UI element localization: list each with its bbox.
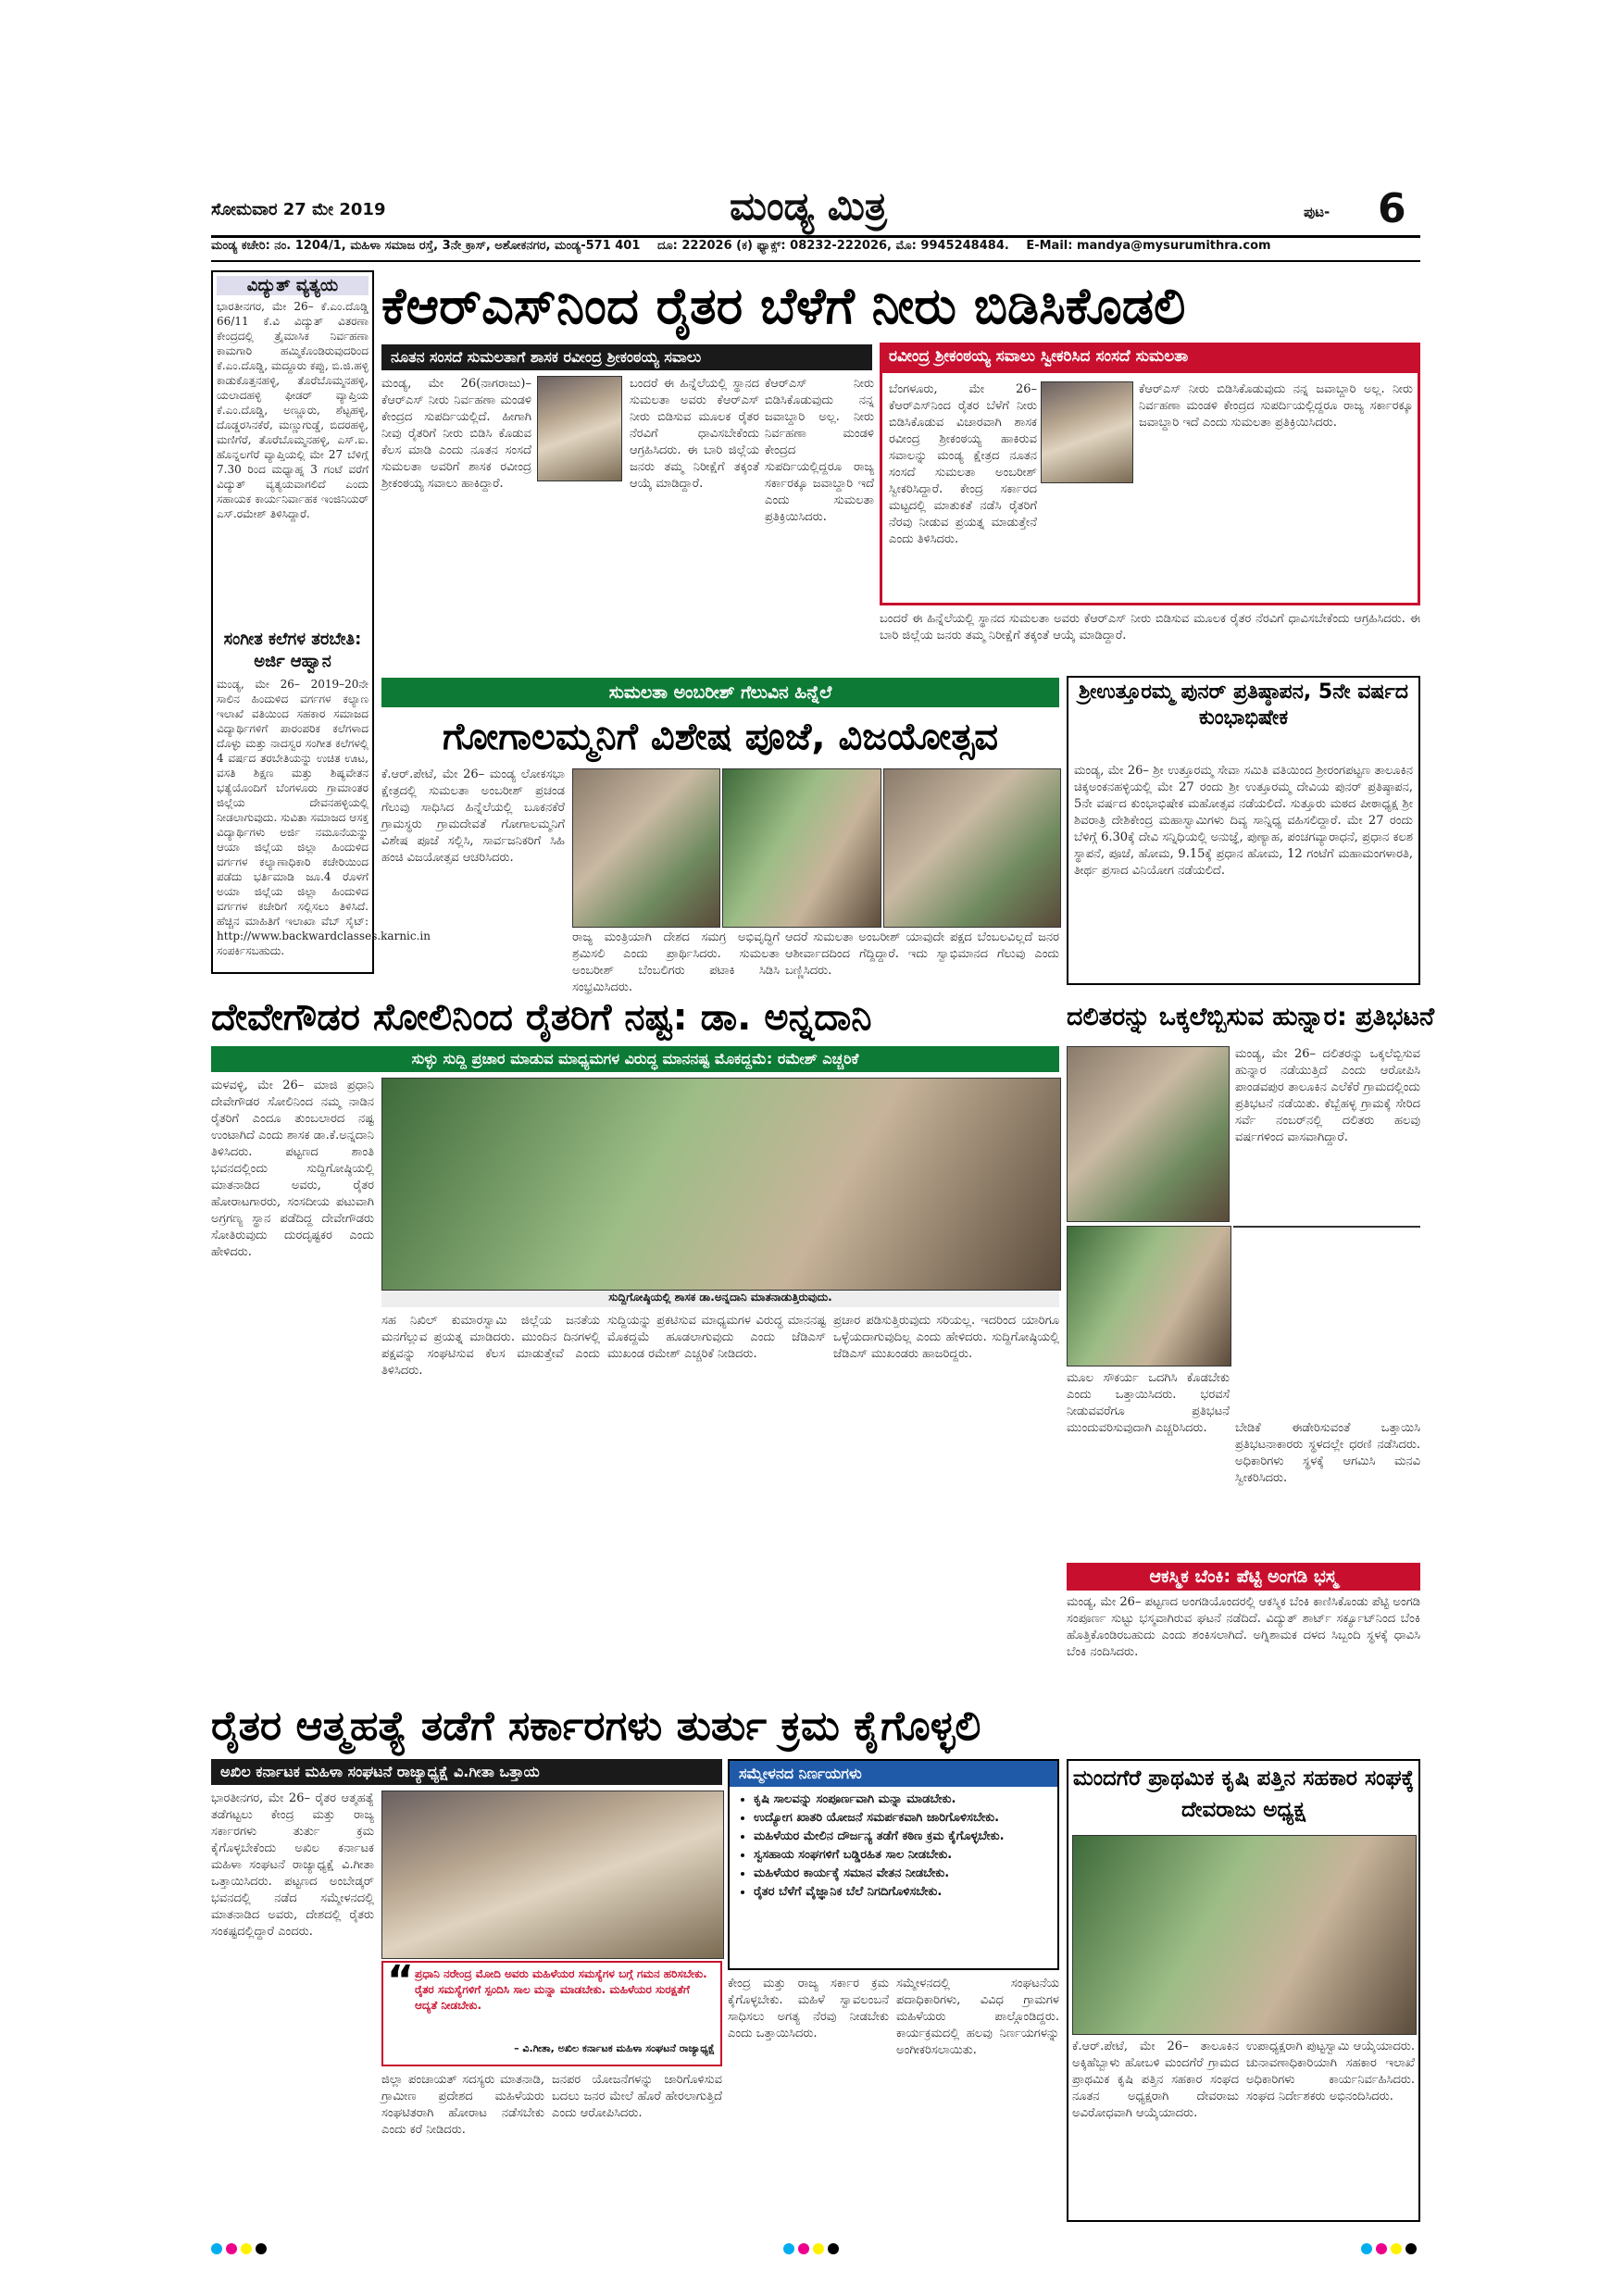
photo-women-conference [381, 1791, 724, 1959]
brief-title-power-cut: ವಿದ್ಯುತ್ ವ್ಯತ್ಯಯ [217, 276, 369, 295]
devegowda-kicker: ಸುಳ್ಳು ಸುದ್ದಿ ಪ್ರಚಾರ ಮಾಡುವ ಮಾಧ್ಯಮಗಳ ವಿರುದ್ಧ ಮಾನನಷ್ಟ ಮೊಕದ್ದಮೆ: ರಮೇಶ್ ಎಚ್ಚರಿಕೆ [211, 1046, 1059, 1072]
devegowda-text-col3: ಸುದ್ದಿಯನ್ನು ಪ್ರಕಟಿಸುವ ಮಾಧ್ಯಮಗಳ ವಿರುದ್ಧ ಮಾನನಷ್ಟ ಮೊಕದ್ದಮೆ ಹೂಡಲಾಗುವುದು ಎಂದು ಜೆಡಿಎಸ್ ಮುಖಂಡ ರಮೇಶ್ ಎಚ್ಚರಿಕೆ ನೀಡಿದರು. [607, 1314, 826, 1361]
dalitha-text-col2: ಮೂಲ ಸೌಕರ್ಯ ಒದಗಿಸಿ ಕೊಡಬೇಕು ಎಂದು ಒತ್ತಾಯಿಸಿದರು. ಭರವಸೆ ನೀಡುವವರೆಗೂ ಪ್ರತಿಭಟನೆ ಮುಂದುವರಿಸುವುದಾಗಿ ಎಚ್ಚರಿಸಿದರು. [1067, 1371, 1230, 1435]
suicide-headline: ರೈತರ ಆತ್ಮಹತ್ಯೆ ತಡೆಗೆ ಸರ್ಕಾರಗಳು ತುರ್ತು ಕ್ರಮ ಕೈಗೊಳ್ಳಲಿ [211, 1703, 981, 1750]
registration-dot [783, 2243, 794, 2254]
issue-date: ಸೋಮವಾರ 27 ಮೇ 2019 [211, 200, 386, 219]
quote-attribution: – ವಿ.ಗೀತಾ, ಅಖಿಲ ಕರ್ನಾಟಕ ಮಹಿಳಾ ಸಂಘಟನೆ ರಾಜ್ಯಾಧ್ಯಕ್ಷೆ [514, 2042, 715, 2054]
cooperative-headline: ಮಂದಗೆರೆ ಪ್ರಾಥಮಿಕ ಕೃಷಿ ಪತ್ತಿನ ಸಹಕಾರ ಸಂಘಕ್ಕೆ ದೇವರಾಜು ಅಧ್ಯಕ್ಷ [1072, 1766, 1415, 1822]
resolution-item: • ರೈತರ ಬೆಳೆಗೆ ವೈಜ್ಞಾನಿಕ ಬೆಲೆ ನಿಗದಿಗೊಳಿಸಬೇಕು. [754, 1883, 1068, 1902]
gogalamma-headline: ಗೋಗಾಲಮ್ಮನಿಗೆ ವಿಶೇಷ ಪೂಜೆ, ವಿಜಯೋತ್ಸವ [442, 716, 999, 758]
lead-subheadline-left: ನೂತನ ಸಂಸದೆ ಸುಮಲತಾಗೆ ಶಾಸಕ ರವೀಂದ್ರ ಶ್ರೀಕಂಠಯ್ಯ ಸವಾಲು [381, 344, 872, 370]
suicide-text-col1: ಭಾರತೀನಗರ, ಮೇ 26– ರೈತರ ಆತ್ಮಹತ್ಯೆ ತಡೆಗಟ್ಟಲು ಕೇಂದ್ರ ಮತ್ತು ರಾಜ್ಯ ಸರ್ಕಾರಗಳು ತುರ್ತು ಕ್ರಮ ಕೈಗೊಳ್ಳಬೇಕೆಂದು ಅಖಿಲ ಕರ್ನಾಟಕ ಮಹಿಳಾ ಸಂಘಟನೆ ರಾಜ್ಯಾಧ್ಯಕ್ಷೆ ವಿ.ಗೀತಾ ಒತ್ತಾಯಿಸಿದರು. ಪಟ್ಟಣದ ಅಂಬೇಡ್ಕರ್ ಭವನದಲ್ಲಿ ನಡೆದ ಸಮ್ಮೇಳನದಲ್ಲಿ ಮಾತನಾಡಿದ ಅವರು, ದೇಶದಲ್ಲಿ ರೈತರು ಸಂಕಷ್ಟದಲ್ಲಿದ್ದಾರೆ ಎಂದರು. [211, 1791, 374, 1939]
quote-box [381, 1957, 722, 2066]
devegowda-text-col1: ಮಳವಳ್ಳಿ, ಮೇ 26– ಮಾಜಿ ಪ್ರಧಾನಿ ದೇವೇಗೌಡರ ಸೋಲಿನಿಂದ ನಮ್ಮ ನಾಡಿನ ರೈತರಿಗೆ ಎಂದೂ ತುಂಬಲಾರದ ನಷ್ಟ ಉಂಟಾಗಿದೆ ಎಂದು ಶಾಸಕ ಡಾ.ಕೆ.ಅನ್ನದಾನಿ ತಿಳಿಸಿದರು. ಪಟ್ಟಣದ ಶಾಂತಿ ಭವನದಲ್ಲಿಂದು ಸುದ್ದಿಗೋಷ್ಠಿಯಲ್ಲಿ ಮಾತನಾಡಿದ ಅವರು, ರೈತರ ಹೋರಾಟಗಾರರು, ಸಂಸದೀಯ ಪಟುವಾಗಿ ಅಗ್ರಗಣ್ಯ ಸ್ಥಾನ ಪಡೆದಿದ್ದ ದೇವೇಗೌಡರು ಸೋತಿರುವುದು ದುರದೃಷ್ಟಕರ ಎಂದು ಹೇಳಿದರು. [211, 1079, 374, 1259]
masthead [211, 183, 1420, 235]
photo-press-meet [381, 1078, 1061, 1291]
office-email: E-Mail: mandya@mysurumithra.com [1026, 239, 1271, 253]
registration-marks-left [211, 2240, 270, 2258]
photo-protest-2 [1067, 1226, 1231, 1366]
registration-dot [1361, 2243, 1372, 2254]
utturamma-headline: ಶ್ರೀಉತ್ತೂರಮ್ಮ ಪುನರ್ ಪ್ರತಿಷ್ಠಾಪನ, 5ನೇ ವರ್ಷದ ಕುಂಭಾಭಿಷೇಕ [1079, 680, 1408, 730]
dalitha-text-col3: ಬೇಡಿಕೆ ಈಡೇರಿಸುವಂತೆ ಒತ್ತಾಯಿಸಿ ಪ್ರತಿಭಟನಾಕಾರರು ಸ್ಥಳದಲ್ಲೇ ಧರಣಿ ನಡೆಸಿದರು. ಅಧಿಕಾರಿಗಳು ಸ್ಥಳಕ್ಕೆ ಆಗಮಿಸಿ ಮನವಿ ಸ್ವೀಕರಿಸಿದರು. [1235, 1421, 1420, 1485]
masthead-rule [211, 235, 1420, 238]
resolution-item: • ಸ್ವಸಹಾಯ ಸಂಘಗಳಿಗೆ ಬಡ್ಡಿರಹಿತ ಸಾಲ ನೀಡಬೇಕು. [754, 1846, 1068, 1865]
registration-marks-center [783, 2240, 843, 2258]
photo-protest-1 [1067, 1046, 1230, 1222]
resolution-item: • ಉದ್ಯೋಗ ಖಾತರಿ ಯೋಜನೆ ಸಮರ್ಪಕವಾಗಿ ಜಾರಿಗೊಳಿಸಬೇಕು. [754, 1809, 1068, 1828]
cooperative-text-col2: ಉಪಾಧ್ಯಕ್ಷರಾಗಿ ಪುಟ್ಟಸ್ವಾಮಿ ಆಯ್ಕೆಯಾದರು. ಚುನಾವಣಾಧಿಕಾರಿಯಾಗಿ ಸಹಕಾರ ಇಲಾಖೆ ಅಧಿಕಾರಿಗಳು ಕಾರ್ಯನಿರ್ವಹಿಸಿದರು. ಸಂಘದ ನಿರ್ದೇಶಕರು ಅಭಿನಂದಿಸಿದರು. [1246, 2040, 1415, 2103]
paper-title: ಮಂಡ್ಯ ಮಿತ್ರ [730, 183, 887, 229]
dalitha-headline: ದಲಿತರನ್ನು ಒಕ್ಕಲೆಬ್ಬಿಸುವ ಹುನ್ನಾರ: ಪ್ರತಿಭಟನೆ [1067, 1003, 1435, 1031]
photo-temple-pooja-2 [722, 768, 881, 928]
registration-dot [226, 2243, 237, 2254]
registration-dot [256, 2243, 267, 2254]
lead-text-col2: ಬಂದರೆ ಈ ಹಿನ್ನೆಲೆಯಲ್ಲಿ ಸ್ಥಾನದ ಸುಮಲತಾ ಅವರು ಕೆಆರ್‌ಎಸ್ ನೀರು ಬಿಡಿಸುವ ಮೂಲಕ ರೈತರ ನೆರವಿಗೆ ಧಾವಿಸಬೇಕೆಂದು ಆಗ್ರಹಿಸಿದರು. ಈ ಬಾರಿ ಜಿಲ್ಲೆಯ ಜನರು ತಮ್ಮ ನಿರೀಕ್ಷೆಗೆ ತಕ್ಕಂತೆ ಆಯ್ಕೆ ಮಾಡಿದ್ದಾರೆ. [630, 377, 759, 491]
page-label: ಪುಟ- [1304, 204, 1330, 220]
fire-text: ಮಂಡ್ಯ, ಮೇ 26– ಪಟ್ಟಣದ ಅಂಗಡಿಯೊಂದರಲ್ಲಿ ಆಕಸ್ಮಿಕ ಬೆಂಕಿ ಕಾಣಿಸಿಕೊಂಡು ಪೆಟ್ಟಿ ಅಂಗಡಿ ಸಂಪೂರ್ಣ ಸುಟ್ಟು ಭಸ್ಮವಾಗಿರುವ ಘಟನೆ ನಡೆದಿದೆ. ವಿದ್ಯುತ್ ಶಾರ್ಟ್ ಸರ್ಕ್ಯೂಟ್‌ನಿಂದ ಬೆಂಕಿ ಹೊತ್ತಿಕೊಂಡಿರಬಹುದು ಎಂದು ಶಂಕಿಸಲಾಗಿದೆ. ಅಗ್ನಿಶಾಮಕ ದಳದ ಸಿಬ್ಬಂದಿ ಸ್ಥಳಕ್ಕೆ ಧಾವಿಸಿ ಬೆಂಕಿ ನಂದಿಸಿದರು. [1067, 1595, 1420, 1659]
registration-dot [1405, 2243, 1417, 2254]
suicide-text-col2: ಜಿಲ್ಲಾ ಪಂಚಾಯತ್ ಸದಸ್ಯರು ಮಾತನಾಡಿ, ಗ್ರಾಮೀಣ ಪ್ರದೇಶದ ಮಹಿಳೆಯರು ಸಂಘಟಿತರಾಗಿ ಹೋರಾಟ ನಡೆಸಬೇಕು ಎಂದು ಕರೆ ನೀಡಿದರು. [381, 2073, 544, 2137]
contact-strip [211, 239, 1420, 259]
registration-dot [1376, 2243, 1387, 2254]
cooperative-text-col1: ಕೆ.ಆರ್.ಪೇಟೆ, ಮೇ 26– ತಾಲೂಕಿನ ಅಕ್ಕಿಹೆಬ್ಬಾಳು ಹೋಬಳಿ ಮಂದಗೆರೆ ಗ್ರಾಮದ ಪ್ರಾಥಮಿಕ ಕೃಷಿ ಪತ್ತಿನ ಸಹಕಾರ ಸಂಘದ ನೂತನ ಅಧ್ಯಕ್ಷರಾಗಿ ದೇವರಾಜು ಅವಿರೋಧವಾಗಿ ಆಯ್ಕೆಯಾದರು. [1072, 2040, 1239, 2120]
photo-temple-pooja-3 [883, 768, 1061, 928]
brief-text-power-cut: ಭಾರತೀನಗರ, ಮೇ 26– ಕೆ.ಎಂ.ದೊಡ್ಡಿ 66/11 ಕೆ.ವಿ ವಿದ್ಯುತ್ ವಿತರಣಾ ಕೇಂದ್ರದಲ್ಲಿ ತ್ರೈಮಾಸಿಕ ನಿರ್ವಹಣಾ ಕಾಮಗಾರಿ ಹಮ್ಮಿಕೊಂಡಿರುವುದರಿಂದ ಕೆ.ಎಂ.ದೊಡ್ಡಿ, ಮದ್ದೂರು ಕಪ್ಪು, ಬಿ.ಜಿ.ಹಳ್ಳಿ ಕಾಡುಕೊತ್ತನಹಳ್ಳಿ, ತೊರೆಬೊಮ್ಮನಹಳ್ಳಿ, ಯಲಾದಹಳ್ಳಿ ಫೀಡರ್ ವ್ಯಾಪ್ತಿಯ ಕೆ.ಎಂ.ದೊಡ್ಡಿ, ಅಣ್ಣೂರು, ಶೆಟ್ಟಹಳ್ಳಿ, ದೊಡ್ಡರಸಿನಕೆರೆ, ಮಣ್ಣುಗುಡ್ಡೆ, ಬಿದರಹಳ್ಳಿ, ಮಣಿಗೆರೆ, ತೊರೆಬೊಮ್ಮನಹಳ್ಳಿ, ಎಸ್.ಐ. ಹೊನ್ನಲಗೆರೆ ವ್ಯಾಪ್ತಿಯಲ್ಲಿ ಮೇ 27 ಬೆಳಿಗ್ಗೆ 7.30 ರಿಂದ ಮಧ್ಯಾಹ್ನ 3 ಗಂಟೆ ವರೆಗೆ ವಿದ್ಯುತ್ ವ್ಯತ್ಯಯವಾಗಲಿದೆ ಎಂದು ಸಹಾಯಕ ಕಾರ್ಯನಿರ್ವಾಹಕ ಇಂಜಿನಿಯರ್ ಎಸ್.ರಮೇಶ್ ತಿಳಿಸಿದ್ದಾರೆ. [217, 300, 369, 520]
utturamma-text: ಮಂಡ್ಯ, ಮೇ 26– ಶ್ರೀ ಉತ್ತೂರಮ್ಮ ಸೇವಾ ಸಮಿತಿ ವತಿಯಿಂದ ಶ್ರೀರಂಗಪಟ್ಟಣ ತಾಲೂಕಿನ ಚಿಕ್ಕಅಂಕನಹಳ್ಳಿಯಲ್ಲಿ ಮೇ 27 ರಂದು ಶ್ರೀ ಉತ್ತೂರಮ್ಮ ದೇವಿಯ ಪುನರ್ ಪ್ರತಿಷ್ಠಾಪನ, 5ನೇ ವರ್ಷದ ಕುಂಭಾಭಿಷೇಕ ಮಹೋತ್ಸವ ನಡೆಯಲಿದೆ. ಸುತ್ತೂರು ಮಠದ ಪೀಠಾಧ್ಯಕ್ಷ ಶ್ರೀ ಶಿವರಾತ್ರಿ ದೇಶಿಕೇಂದ್ರ ಮಹಾಸ್ವಾಮಿಗಳು ದಿವ್ಯ ಸಾನ್ನಿಧ್ಯ ವಹಿಸಲಿದ್ದಾರೆ. ಮೇ 27 ರಂದು ಬೆಳಿಗ್ಗೆ 6.30ಕ್ಕೆ ದೇವಿ ಸನ್ನಿಧಿಯಲ್ಲಿ ಅನುಜ್ಞೆ, ಪುಣ್ಯಾಹ, ಪಂಚಗವ್ಯಾರಾಧನೆ, ಪ್ರಧಾನ ಕಲಶ ಸ್ಥಾಪನೆ, ಪೂಜೆ, ಹೋಮ, 9.15ಕ್ಕೆ ಪ್ರಧಾನ ಹೋಮ, 12 ಗಂಟೆಗೆ ಮಹಾಮಂಗಳಾರತಿ, ತೀರ್ಥ ಪ್ರಸಾದ ವಿನಿಯೋಗ ನಡೆಯಲಿದೆ. [1074, 764, 1413, 878]
office-phone: ದೂ: 222026 (ಕ) ಫ್ಯಾಕ್ಸ್: 08232-222026, ಮೊ: 9945248484. [656, 239, 1009, 253]
lead-text-right-2: ಕೆಆರ್‌ಎಸ್ ನೀರು ಬಿಡಿಸಿಕೊಡುವುದು ನನ್ನ ಜವಾಬ್ದಾರಿ ಅಲ್ಲ. ನೀರು ನಿರ್ವಹಣಾ ಮಂಡಳಿ ಕೇಂದ್ರದ ಸುಪರ್ದಿಯಲ್ಲಿದ್ದರೂ ರಾಜ್ಯ ಸರ್ಕಾರಕ್ಕೂ ಜವಾಬ್ದಾರಿ ಇದೆ ಎಂದು ಸುಮಲತಾ ಪ್ರತಿಕ್ರಿಯಿಸಿದರು. [1139, 382, 1413, 430]
dalitha-text-col1: ಮಂಡ್ಯ, ಮೇ 26– ದಲಿತರನ್ನು ಒಕ್ಕಲೆಬ್ಬಿಸುವ ಹುನ್ನಾರ ನಡೆಯುತ್ತಿದೆ ಎಂದು ಆರೋಪಿಸಿ ಪಾಂಡವಪುರ ತಾಲೂಕಿನ ಎಲೆಕೆರೆ ಗ್ರಾಮದಲ್ಲಿಂದು ಪ್ರತಿಭಟನೆ ನಡೆಯಿತು. ಕೆಬ್ಬೆಹಳ್ಳ ಗ್ರಾಮಕ್ಕೆ ಸೇರಿದ ಸರ್ವೆ ನಂಬರ್‌ನಲ್ಲಿ ದಲಿತರು ಹಲವು ವರ್ಷಗಳಿಂದ ವಾಸವಾಗಿದ್ದಾರೆ. [1235, 1047, 1420, 1144]
lead-text-col1: ಮಂಡ್ಯ, ಮೇ 26(ನಾಗರಾಜು)– ಕೆಆರ್‌ಎಸ್ ನೀರು ನಿರ್ವಹಣಾ ಮಂಡಳಿ ಕೇಂದ್ರದ ಸುಪರ್ದಿಯಲ್ಲಿದೆ. ಹೀಗಾಗಿ ನೀವು ರೈತರಿಗೆ ನೀರು ಬಿಡಿಸಿ ಕೊಡುವ ಕೆಲಸ ಮಾಡಿ ಎಂದು ನೂತನ ಸಂಸದೆ ಸುಮಲತಾ ಅವರಿಗೆ ಶಾಸಕ ರವೀಂದ್ರ ಶ್ರೀಕಂಠಯ್ಯ ಸವಾಲು ಹಾಕಿದ್ದಾರೆ. [381, 377, 531, 491]
resolutions-list [733, 1791, 1068, 1902]
registration-dot [211, 2243, 222, 2254]
resolution-item: • ಮಹಿಳೆಯರ ಕಾರ್ಯಕ್ಕೆ ಸಮಾನ ವೇತನ ನೀಡಬೇಕು. [754, 1865, 1068, 1883]
suicide-text-col3: ಜನಪರ ಯೋಜನೆಗಳನ್ನು ಜಾರಿಗೊಳಿಸುವ ಬದಲು ಜನರ ಮೇಲೆ ಹೊರೆ ಹೇರಲಾಗುತ್ತಿದೆ ಎಂದು ಆರೋಪಿಸಿದರು. [552, 2073, 722, 2120]
devegowda-text-col4: ಪ್ರಚಾರ ಪಡಿಸುತ್ತಿರುವುದು ಸರಿಯಲ್ಲ. ಇದರಿಂದ ಯಾರಿಗೂ ಒಳ್ಳೆಯದಾಗುವುದಿಲ್ಲ ಎಂದು ಹೇಳಿದರು. ಸುದ್ದಿಗೋಷ್ಠಿಯಲ್ಲಿ ಜೆಡಿಎಸ್ ಮುಖಂಡರು ಹಾಜರಿದ್ದರು. [833, 1314, 1059, 1361]
lead-text-col3: ಕೆಆರ್‌ಎಸ್ ನೀರು ಬಿಡಿಸಿಕೊಡುವುದು ನನ್ನ ಜವಾಬ್ದಾರಿ ಅಲ್ಲ. ನೀರು ನಿರ್ವಹಣಾ ಮಂಡಳಿ ಕೇಂದ್ರದ ಸುಪರ್ದಿಯಲ್ಲಿದ್ದರೂ ರಾಜ್ಯ ಸರ್ಕಾರಕ್ಕೂ ಜವಾಬ್ದಾರಿ ಇದೆ ಎಂದು ಸುಮಲತಾ ಪ್ರತಿಕ್ರಿಯಿಸಿದರು. [765, 377, 874, 524]
registration-dot [1391, 2243, 1402, 2254]
quote-text: ಪ್ರಧಾನಿ ನರೇಂದ್ರ ಮೋದಿ ಅವರು ಮಹಿಳೆಯರ ಸಮಸ್ಯೆಗಳ ಬಗ್ಗೆ ಗಮನ ಹರಿಸಬೇಕು. ರೈತರ ಸಮಸ್ಯೆಗಳಿಗೆ ಸ್ಪಂದಿಸಿ ಸಾಲ ಮನ್ನಾ ಮಾಡಬೇಕು. ಮಹಿಳೆಯರ ಸುರಕ್ಷತೆಗೆ ಆದ್ಯತೆ ನೀಡಬೇಕು. [415, 1967, 707, 2012]
registration-dot [241, 2243, 252, 2254]
lead-text-right: ಬೆಂಗಳೂರು, ಮೇ 26– ಕೆಆರ್‌ಎಸ್‌ನಿಂದ ರೈತರ ಬೆಳೆಗೆ ನೀರು ಬಿಡಿಸಿಕೊಡುವ ವಿಚಾರವಾಗಿ ಶಾಸಕ ರವೀಂದ್ರ ಶ್ರೀಕಂಠಯ್ಯ ಹಾಕಿರುವ ಸವಾಲನ್ನು ಮಂಡ್ಯ ಕ್ಷೇತ್ರದ ನೂತನ ಸಂಸದೆ ಸುಮಲತಾ ಅಂಬರೀಶ್ ಸ್ವೀಕರಿಸಿದ್ದಾರೆ. ಕೇಂದ್ರ ಸರ್ಕಾರದ ಮಟ್ಟದಲ್ಲಿ ಮಾತುಕತೆ ನಡೆಸಿ ರೈತರಿಗೆ ನೆರವು ನೀಡುವ ಪ್ರಯತ್ನ ಮಾಡುತ್ತೇನೆ ಎಂದು ತಿಳಿಸಿದರು. [889, 382, 1037, 546]
brief-title-music: ಸಂಗೀತ ಕಲೆಗಳ ತರಬೇತಿ: ಅರ್ಜಿ ಆಹ್ವಾನ [223, 630, 362, 671]
suicide-text-col5: ಸಮ್ಮೇಳನದಲ್ಲಿ ಸಂಘಟನೆಯ ಪದಾಧಿಕಾರಿಗಳು, ವಿವಿಧ ಗ್ರಾಮಗಳ ಮಹಿಳೆಯರು ಪಾಲ್ಗೊಂಡಿದ್ದರು. ಕಾರ್ಯಕ್ರಮದಲ್ಲಿ ಹಲವು ನಿರ್ಣಯಗಳನ್ನು ಅಂಗೀಕರಿಸಲಾಯಿತು. [896, 1977, 1059, 2057]
devegowda-headline: ದೇವೇಗೌಡರ ಸೋಲಿನಿಂದ ರೈತರಿಗೆ ನಷ್ಟ: ಡಾ. ಅನ್ನದಾನಿ [211, 996, 872, 1039]
press-meet-caption: ಸುದ್ದಿಗೋಷ್ಠಿಯಲ್ಲಿ ಶಾಸಕ ಡಾ.ಅನ್ನದಾನಿ ಮಾತನಾಡುತ್ತಿರುವುದು. [381, 1291, 1059, 1307]
photo-cooperative-members [1072, 1835, 1417, 2035]
suicide-text-col4: ಕೇಂದ್ರ ಮತ್ತು ರಾಜ್ಯ ಸರ್ಕಾರ ಕ್ರಮ ಕೈಗೊಳ್ಳಬೇಕು. ಮಹಿಳೆ ಸ್ವಾವಲಂಬನೆ ಸಾಧಿಸಲು ಅಗತ್ಯ ನೆರವು ನೀಡಬೇಕು ಎಂದು ಒತ್ತಾಯಿಸಿದರು. [728, 1977, 889, 2040]
resolutions-title: ಸಮ್ಮೇಳನದ ನಿರ್ಣಯಗಳು [730, 1761, 1057, 1787]
registration-dot [813, 2243, 824, 2254]
gogalamma-text-col1: ಕೆ.ಆರ್.ಪೇಟೆ, ಮೇ 26– ಮಂಡ್ಯ ಲೋಕಸಭಾ ಕ್ಷೇತ್ರದಲ್ಲಿ ಸುಮಲತಾ ಅಂಬರೀಶ್ ಪ್ರಚಂಡ ಗೆಲುವು ಸಾಧಿಸಿದ ಹಿನ್ನೆಲೆಯಲ್ಲಿ ಬೂಕನಕೆರೆ ಗ್ರಾಮಸ್ಥರು ಗ್ರಾಮದೇವತೆ ಗೋಗಾಲಮ್ಮನಿಗೆ ವಿಶೇಷ ಪೂಜೆ ಸಲ್ಲಿಸಿ, ಸಾರ್ವಜನಿಕರಿಗೆ ಸಿಹಿ ಹಂಚಿ ವಿಜಯೋತ್ಸವ ಆಚರಿಸಿದರು. [381, 767, 565, 865]
resolution-item: • ಮಹಿಳೆಯರ ಮೇಲಿನ ದೌರ್ಜನ್ಯ ತಡೆಗೆ ಕಠಿಣ ಕ್ರಮ ಕೈಗೊಳ್ಳಬೇಕು. [754, 1828, 1068, 1846]
devegowda-text-col2: ಸಹ ನಿಖಿಲ್ ಕುಮಾರಸ್ವಾಮಿ ಜಿಲ್ಲೆಯ ಜನತೆಯ ಮನಗೆಲ್ಲುವ ಪ್ರಯತ್ನ ಮಾಡಿದರು. ಮುಂದಿನ ದಿನಗಳಲ್ಲಿ ಪಕ್ಷವನ್ನು ಸಂಘಟಿಸುವ ಕೆಲಸ ಮಾಡುತ್ತೇವೆ ಎಂದು ತಿಳಿಸಿದರು. [381, 1314, 600, 1378]
brief-text-music: ಮಂಡ್ಯ, ಮೇ 26– 2019–20ನೇ ಸಾಲಿನ ಹಿಂದುಳಿದ ವರ್ಗಗಳ ಕಲ್ಯಾಣ ಇಲಾಖೆ ವತಿಯಿಂದ ಸಹಕಾರ ಸಮಾಜದ ವಿದ್ಯಾರ್ಥಿಗಳಿಗೆ ಪಾರಂಪರಿಕ ಕಲೆಗಳಾದ ದೊಳ್ಳು ಮತ್ತು ನಾದಸ್ವರ ಸಂಗೀತ ಕಲೆಗಳಲ್ಲಿ 4 ವರ್ಷದ ತರಬೇತಿಯನ್ನು ಉಚಿತ ಊಟ, ವಸತಿ ಶಿಕ್ಷಣ ಮತ್ತು ಶಿಷ್ಯವೇತನ ಭತ್ಯೆಯೊಂದಿಗೆ ಬೆಂಗಳೂರು ಗ್ರಾಮಾಂತರ ಜಿಲ್ಲೆಯ ದೇವನಹಳ್ಳಿಯಲ್ಲಿ ನೀಡಲಾಗುವುದು. ಸುವಿತಾ ಸಮಾಜದ ಆಸಕ್ತ ವಿದ್ಯಾರ್ಥಿಗಳು ಅರ್ಜಿ ನಮೂನೆಯನ್ನು ಆಯಾ ಜಿಲ್ಲೆಯ ಜಿಲ್ಲಾ ಹಿಂದುಳಿದ ವರ್ಗಗಳ ಕಲ್ಯಾಣಾಧಿಕಾರಿ ಕಚೇರಿಯಿಂದ ಪಡೆದು ಭರ್ತಿಮಾಡಿ ಜೂ.4 ರೊಳಗೆ ಅಯಾ ಜಿಲ್ಲೆಯ ಜಿಲ್ಲಾ ಹಿಂದುಳಿದ ವರ್ಗಗಳ ಕಚೇರಿಗೆ ಸಲ್ಲಿಸಲು ತಿಳಿಸಿದೆ. ಹೆಚ್ಚಿನ ಮಾಹಿತಿಗೆ ಇಲಾಖಾ ವೆಬ್ ಸೈಟ್: http://www.backwardclasses.karnic.in ಸಂಪರ್ಕಿಸಬಹುದು. [217, 678, 431, 957]
lead-text-bottom: ಬಂದರೆ ಈ ಹಿನ್ನೆಲೆಯಲ್ಲಿ ಸ್ಥಾನದ ಸುಮಲತಾ ಅವರು ಕೆಆರ್‌ಎಸ್ ನೀರು ಬಿಡಿಸುವ ಮೂಲಕ ರೈತರ ನೆರವಿಗೆ ಧಾವಿಸಬೇಕೆಂದು ಆಗ್ರಹಿಸಿದರು. ಈ ಬಾರಿ ಜಿಲ್ಲೆಯ ಜನರು ತಮ್ಮ ನಿರೀಕ್ಷೆಗೆ ತಕ್ಕಂತೆ ಆಯ್ಕೆ ಮಾಡಿದ್ದಾರೆ. [880, 612, 1420, 643]
registration-dot [798, 2243, 809, 2254]
photo-temple-pooja-1 [572, 768, 720, 928]
lead-subheadline-right: ರವೀಂದ್ರ ಶ್ರೀಕಂಠಯ್ಯ ಸವಾಲು ಸ್ವೀಕರಿಸಿದ ಸಂಸದೆ ಸುಮಲತಾ [880, 343, 1420, 370]
resolution-item: • ಕೃಷಿ ಸಾಲವನ್ನು ಸಂಪೂರ್ಣವಾಗಿ ಮನ್ನಾ ಮಾಡಬೇಕು. [754, 1791, 1068, 1809]
gogalamma-text-col2: ರಾಜ್ಯ ಮಂತ್ರಿಯಾಗಿ ದೇಶದ ಸಮಗ್ರ ಅಭಿವೃದ್ಧಿಗೆ ಶ್ರಮಿಸಲಿ ಎಂದು ಪ್ರಾರ್ಥಿಸಿದರು. ಸುಮಲತಾ ಅಂಬರೀಶ್ ಬೆಂಬಲಿಗರು ಪಟಾಕಿ ಸಿಡಿಸಿ ಸಂಭ್ರಮಿಸಿದರು. [572, 930, 780, 994]
masthead-rule-2 [211, 260, 1420, 262]
photo-ravindra-srikantaiah [537, 376, 622, 481]
registration-dot [828, 2243, 839, 2254]
left-column-box [211, 270, 431, 974]
quote-mark-icon: “ [387, 1957, 414, 2004]
photo-protest-3 [1233, 1226, 1420, 1228]
gogalamma-kicker: ಸುಮಲತಾ ಅಂಬರೀಶ್ ಗೆಲುವಿನ ಹಿನ್ನೆಲೆ [381, 678, 1059, 707]
gogalamma-text-col3: ಆದರೆ ಸುಮಲತಾ ಅಂಬರೀಶ್ ಯಾವುದೇ ಪಕ್ಷದ ಬೆಂಬಲವಿಲ್ಲದೆ ಜನರ ಆಶೀರ್ವಾದದಿಂದ ಗೆದ್ದಿದ್ದಾರೆ. ಇದು ಸ್ವಾಭಿಮಾನದ ಗೆಲುವು ಎಂದು ಬಣ್ಣಿಸಿದರು. [785, 930, 1059, 978]
photo-sumalatha [1041, 381, 1133, 483]
registration-marks-right [1361, 2240, 1420, 2258]
suicide-kicker: ಅಖಿಲ ಕರ್ನಾಟಕ ಮಹಿಳಾ ಸಂಘಟನೆ ರಾಜ್ಯಾಧ್ಯಕ್ಷೆ ವಿ.ಗೀತಾ ಒತ್ತಾಯ [211, 1759, 722, 1785]
office-address: ಮಂಡ್ಯ ಕಚೇರಿ: ನಂ. 1204/1, ಮಹಿಳಾ ಸಮಾಜ ರಸ್ತೆ, 3ನೇ ಕ್ರಾಸ್, ಅಶೋಕನಗರ, ಮಂಡ್ಯ-571 401 [211, 239, 641, 253]
fire-headline: ಆಕಸ್ಮಿಕ ಬೆಂಕಿ: ಪೆಟ್ಟಿ ಅಂಗಡಿ ಭಸ್ಮ [1067, 1563, 1420, 1591]
lead-headline: ಕೆಆರ್‌ಎಸ್‌ನಿಂದ ರೈತರ ಬೆಳೆಗೆ ನೀರು ಬಿಡಿಸಿಕೊಡಲಿ [381, 277, 1186, 335]
page-number: 6 [1378, 185, 1406, 232]
